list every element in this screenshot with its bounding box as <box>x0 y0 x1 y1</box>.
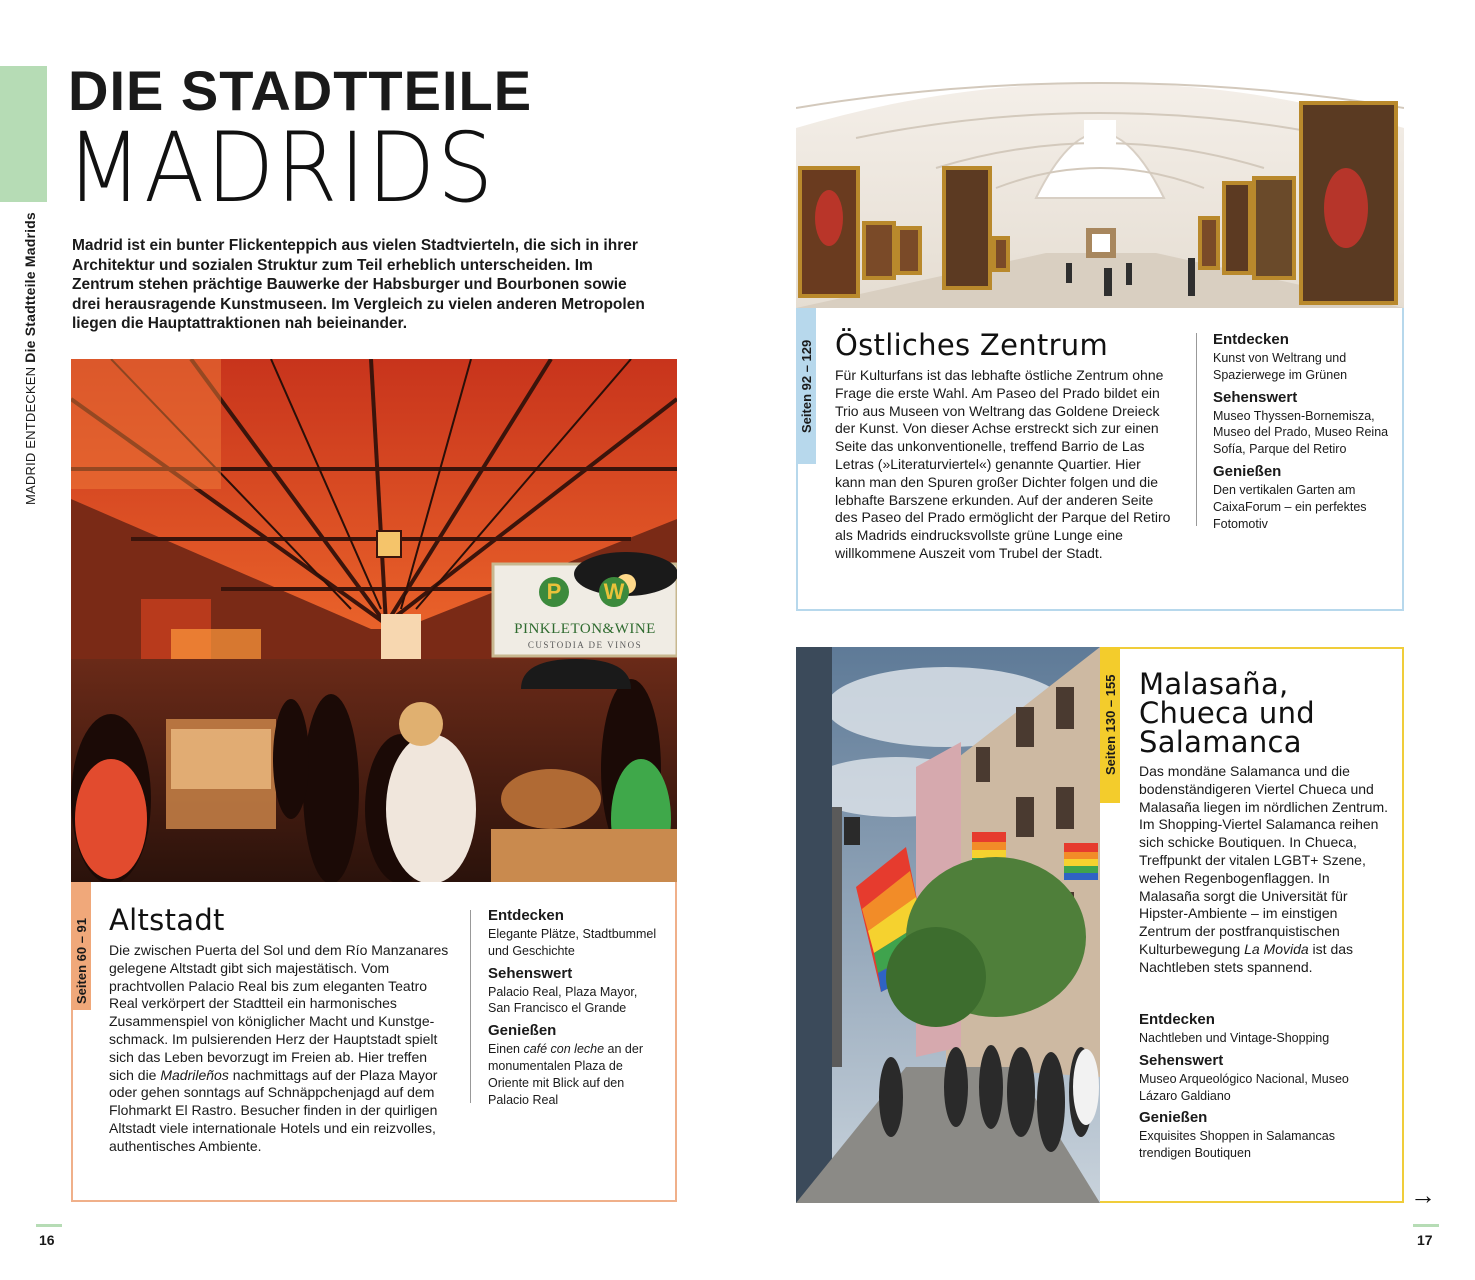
altstadt-page-ribbon <box>71 882 91 1010</box>
malasana-body-text: Das mondäne Salamanca und die bodenständigeren Viertel Chueca und Malasaña liegen im nördlichen Zentrum. Im Shopping-Viertel Salamanca reihen sich schicke Boutiquen. In Chueca, Treffpunkt der vitalen LGBT+ Szene, wehen Regenbogenflaggen. In Malasaña sorgt die Universität für Hipster-Ambiente – im einstigen Zentrum der postfranquistischen Kulturbewegung La Movida ist das Nachtleben stets spannend. <box>1139 763 1389 975</box>
section-color-tab <box>0 66 47 202</box>
section-label: MADRID ENTDECKEN <box>23 366 38 505</box>
altstadt-body-text: Die zwischen Puerta del Sol und dem Río Manzanares gelegene Altstadt gibt sich majestätisch. Vom prachtvollen Palacio Real bis zum eleganten Teatro Real verkörpert der Stadtteil ein harmonisches Zusammenspiel von königlicher Macht und Kunstgeschmack. Im pulsierenden Herz der Hauptstadt spielt sich das Leben bevorzugt im Freien ab. Hier treffen sich die Madrileños nachmittags auf der Plaza Mayor oder gehen sonntags auf Schnäppchenjagd auf dem Flohmarkt El Rastro. Besucher finden in der quirligen Altstadt viele internationale Hotels und ein reizvolles, authentisches Ambiente. <box>109 942 449 1154</box>
malasana-geniessen-heading: Genießen <box>1139 1109 1208 1127</box>
altstadt-photo <box>71 359 677 883</box>
altstadt-sehenswert-text: Palacio Real, Plaza Mayor, San Francisco el Grande <box>488 984 638 1016</box>
page-number-left: 16 <box>39 1232 55 1248</box>
page-title-line1: DIE STADTTEILE <box>68 59 533 122</box>
oestlich-entdecken-text: Kunst von Weltrang und Spazierwege im Grünen <box>1213 351 1348 382</box>
malasana-sehenswert-text: Museo Arqueológico Nacional, Museo Lázaro Galdiano <box>1139 1071 1349 1103</box>
malasana-heading-line1: Malasaña, <box>1139 667 1289 701</box>
malasana-entdecken-heading: Entdecken <box>1139 1011 1215 1028</box>
page-title-line2: MADRIDS <box>66 112 495 224</box>
oestlich-pages: Seiten 92 – 129 <box>799 339 814 433</box>
malasana-heading <box>1139 667 1315 759</box>
oestlich-body: Für Kulturfans ist das lebhafte östliche Zentrum ohne Frage die erste Wahl. Am Paseo del Prado bildet ein Trio aus Museen von Weltrang das Goldene Dreieck der Kunst. Von dieser Achse erstreckt sich zur einen Seite das unkonventionelle, treffend Barrio de Las Letras (»Literaturviertel«) genannte Quartier. Hier kann man den Spuren großer Dichter folgen und die lebhafte Barszene erkunden. Auf der anderen Seite des Paseo del Prado ermöglicht der Parque del Retiro als Madrids eindrucksvollste grüne Lunge eine willkommene Auszeit vom Trubel der Stadt. <box>835 367 1171 561</box>
page-number-rule-left <box>36 1224 62 1227</box>
running-header <box>22 212 38 505</box>
oestlich-divider <box>1196 333 1197 526</box>
oestlich-page-ribbon <box>796 308 816 464</box>
altstadt-sehenswert-heading: Sehenswert <box>488 964 573 982</box>
street-illustration <box>796 647 1100 1203</box>
altstadt-entdecken-heading: Entdecken <box>488 907 564 924</box>
page-number-right: 17 <box>1417 1232 1433 1248</box>
oestlich-geniessen-text: Den vertikalen Garten am CaixaForum – ein perfektes Fotomotiv <box>1213 482 1367 531</box>
altstadt-geniessen-text: Einen café con leche an der monumentalen Plaza de Oriente mit Blick auf den Palacio Real <box>488 1042 643 1107</box>
oestlich-facts <box>1213 330 1391 532</box>
page-number-rule-right <box>1413 1224 1439 1227</box>
next-page-arrow-icon[interactable]: → <box>1410 1180 1436 1210</box>
malasana-pages: Seiten 130 – 155 <box>1103 674 1118 775</box>
sign-w-badge: W <box>599 577 629 607</box>
malasana-entdecken-text: Nachtleben und Vintage-Shopping <box>1139 1031 1330 1045</box>
altstadt-body <box>109 942 454 1156</box>
malasana-page-ribbon <box>1100 647 1120 803</box>
intro-paragraph: Madrid ist ein bunter Flickenteppich aus vielen Stadtvierteln, die sich in ihrer Architektur und sozialen Struktur zum Teil erheblich unterscheiden. Im Zentrum stehen prächtige Bauwerke der Habsburger und Bourbonen sowie drei herausragende Kunstmuseen. Im Vergleich zu vielen anderen Metropolen liegen die Hauptattraktionen nah beieinander. <box>72 237 645 333</box>
oestlich-heading: Östliches Zentrum <box>835 328 1109 362</box>
malasana-heading-line3: Salamanca <box>1139 725 1302 759</box>
oestlich-geniessen-heading: Genießen <box>1213 462 1282 480</box>
oestlich-sehenswert-heading: Sehenswert <box>1213 388 1298 406</box>
altstadt-heading: Altstadt <box>109 903 225 937</box>
altstadt-entdecken-text: Elegante Plätze, Stadtbummel und Geschichte <box>488 927 657 958</box>
altstadt-geniessen-heading: Genießen <box>488 1022 557 1040</box>
chueca-street-photo <box>796 647 1100 1203</box>
malasana-body <box>1139 763 1389 977</box>
prado-gallery-photo <box>796 68 1404 309</box>
sign-sub-text: CUSTODIA DE VINOS <box>527 640 643 650</box>
altstadt-pages: Seiten 60 – 91 <box>74 918 89 1004</box>
malasana-geniessen-text: Exquisites Shoppen in Salamancas trendigen Boutiquen <box>1139 1129 1335 1161</box>
chapter-label: Die Stadtteile Madrids <box>22 212 38 363</box>
oestlich-sehenswert-text: Museo Thyssen-Bornemisza, Museo del Prado, Museo Reina Sofía, Parque del Retiro <box>1213 408 1389 457</box>
sign-p-badge: P <box>539 577 569 607</box>
sign-main-text: PINKLETON&WINE <box>514 621 656 637</box>
malasana-heading-line2: Chueca und <box>1139 696 1315 730</box>
museum-gallery-illustration <box>796 68 1404 309</box>
altstadt-divider <box>470 910 471 1103</box>
malasana-facts <box>1139 1010 1389 1162</box>
malasana-sehenswert-heading: Sehenswert <box>1139 1051 1224 1069</box>
altstadt-facts <box>488 906 658 1108</box>
oestlich-entdecken-heading: Entdecken <box>1213 331 1289 348</box>
